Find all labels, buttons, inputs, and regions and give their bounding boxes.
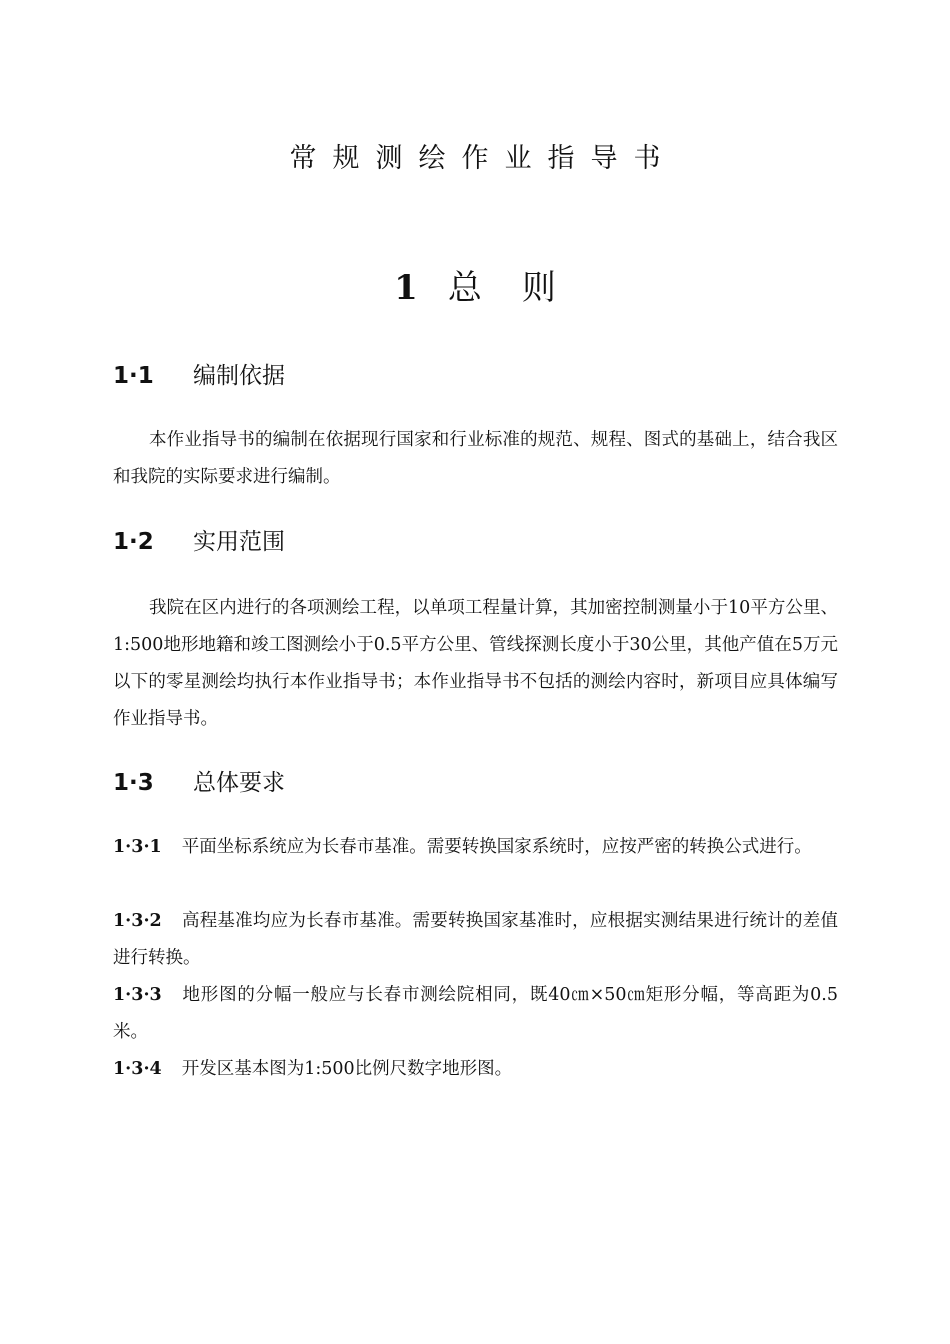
clause-1-3-1 bbox=[113, 829, 838, 866]
chapter-title: 总则 bbox=[447, 268, 596, 308]
clause-1-3-2 bbox=[113, 903, 838, 977]
section-title: 总体要求 bbox=[193, 770, 285, 796]
clause-text: 地形图的分幅一般应与长春市测绘院相同，既40㎝×50㎝矩形分幅，等高距为0.5米。 bbox=[113, 985, 838, 1042]
clause-number: 1·3·4 bbox=[113, 1059, 162, 1079]
section-number: 1·3 bbox=[113, 770, 154, 796]
section-body-1-1: 本作业指导书的编制在依据现行国家和行业标准的规范、规程、图式的基础上，结合我区和我院的实际要求进行编制。 bbox=[113, 430, 838, 487]
section-title: 实用范围 bbox=[193, 529, 285, 555]
document-title: 常规测绘作业指导书 bbox=[289, 143, 677, 174]
section-number: 1·1 bbox=[113, 363, 154, 389]
clause-text: 平面坐标系统应为长春市基准。需要转换国家系统时，应按严密的转换公式进行。 bbox=[181, 837, 812, 857]
clause-number: 1·3·3 bbox=[113, 985, 162, 1005]
clause-1-3-4 bbox=[113, 1051, 838, 1088]
clause-text: 高程基准均应为长春市基准。需要转换国家基准时，应根据实测结果进行统计的差值进行转换。 bbox=[113, 911, 838, 968]
clause-1-3-3 bbox=[113, 977, 838, 1051]
section-heading-1-2 bbox=[113, 523, 285, 556]
clause-text: 开发区基本图为1:500比例尺数字地形图。 bbox=[181, 1059, 513, 1079]
clause-number: 1·3·1 bbox=[113, 837, 162, 857]
section-heading-1-1 bbox=[113, 357, 285, 390]
section-heading-1-3 bbox=[113, 764, 285, 797]
section-title: 编制依据 bbox=[193, 363, 285, 389]
section-body-1-2: 我院在区内进行的各项测绘工程，以单项工程量计算，其加密控制测量小于10平方公里、1:500地形地籍和竣工图测绘小于0.5平方公里、管线探测长度小于30公里，其他产值在5万元以下的零星测绘均执行本作业指导书；本作业指导书不包括的测绘内容时，新项目应具体编写作业指导书。 bbox=[113, 598, 838, 729]
clause-number: 1·3·2 bbox=[113, 911, 162, 931]
chapter-number: 1 bbox=[394, 268, 418, 308]
chapter-heading bbox=[0, 260, 950, 309]
section-number: 1·2 bbox=[113, 529, 154, 555]
